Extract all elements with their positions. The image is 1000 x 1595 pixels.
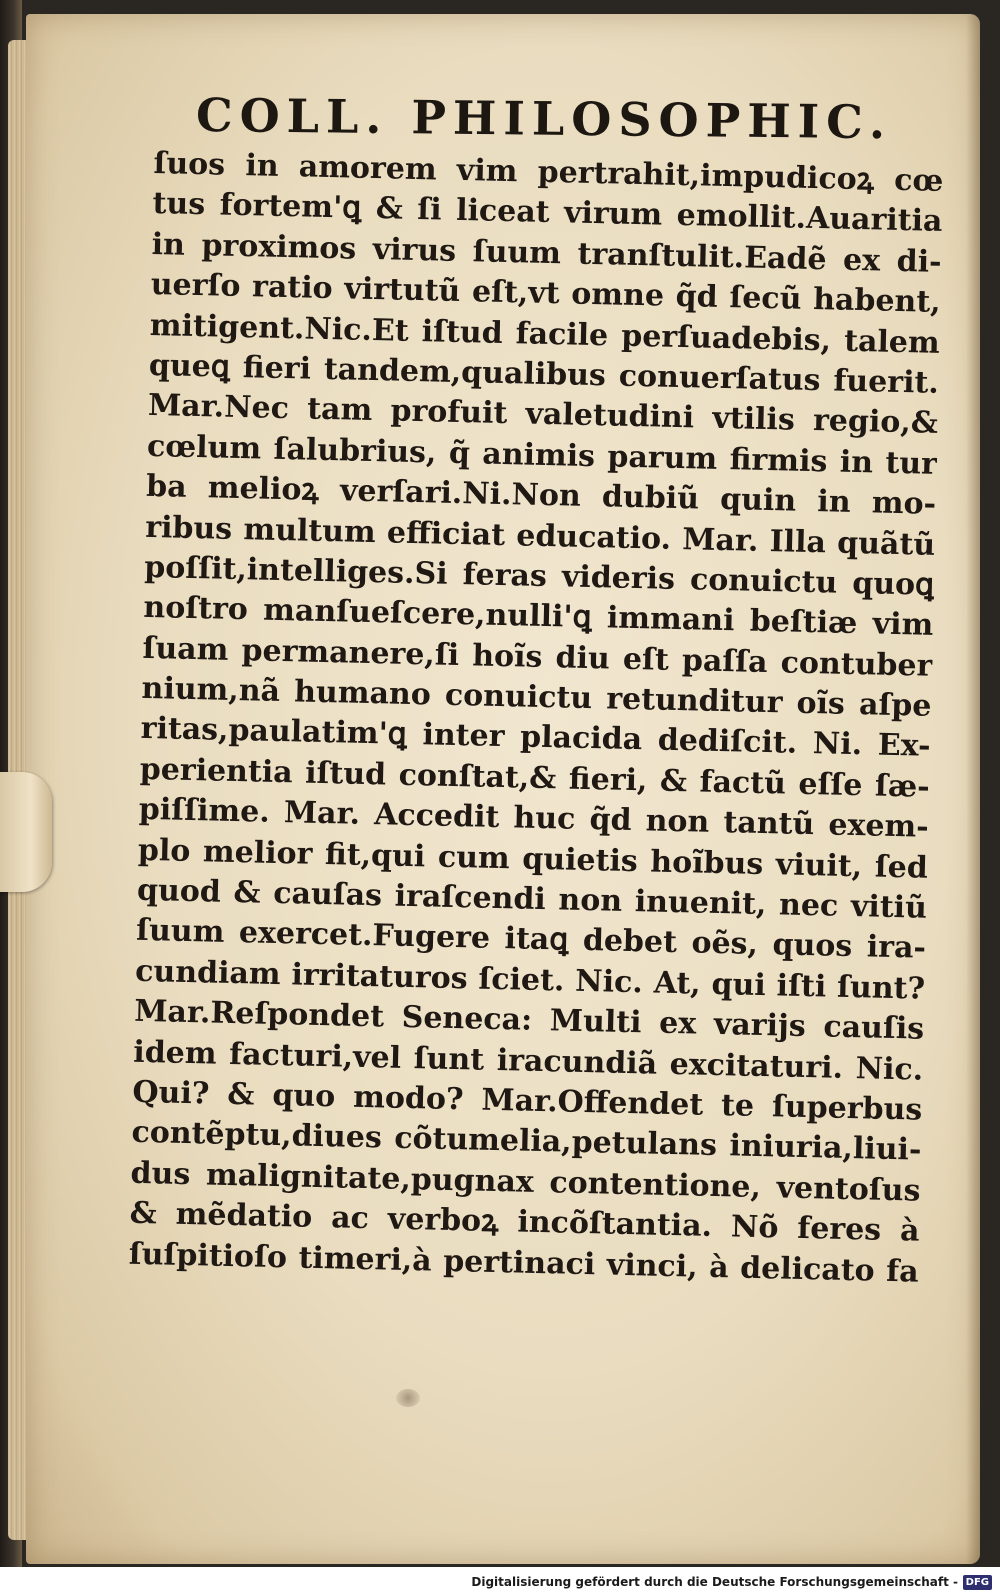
text-line: idem facturi,vel ſunt iracundiã excitaturi. Nic. [133,1034,924,1088]
footer-bar [0,1567,1000,1595]
text-line: Mar.Nec tam profuit valetudini vtilis regio,& [147,388,939,442]
text-line: quod & cauſas iraſcendi non inuenit, nec vitiũ [136,872,928,926]
text-line: mitigent.Nic.Et iſtud facile perſuadebis, talem [149,307,941,361]
book-page [26,14,980,1564]
text-line: ſuſpitioſo timeri,à pertinaci vinci, à delicato fa [128,1236,920,1290]
text-line: ſuam permanere,ſi hoĩs diu eſt paſſa contuber [142,630,933,684]
text-line: nium,nã humano conuictu retunditur oĩs aſpe [141,670,932,724]
text-line: perientia iſtud conſtat,& fieri, & factũ eſſe ſæ- [139,751,931,805]
page-clip [0,772,52,892]
text-line: ribus multum efficiat educatio. Mar. Illa quãtũ [144,509,936,563]
text-line: ſuos in amorem vim pertrahit,impudicoꝝ cœ [153,145,944,199]
text-line: queꝗ fieri tandem,qualibus conuerſatus fuerit. [148,347,940,401]
text-line: ſuum exercet.Fugere itaꝗ debet oẽs, quos ira- [135,913,927,967]
dfg-logo: DFG [963,1575,992,1590]
text-line: cœlum ſalubrius, q̃ animis parum firmis in tur [146,428,938,482]
text-line: poſſit,intelliges.Si feras videris conuictu quoꝗ [143,549,935,603]
body-text-block [128,144,943,1293]
text-line: plo melior fit,qui cum quietis hoĩbus viuit, ſed [137,832,929,886]
text-line: uerſo ratio virtutũ eſt,vt omne q̃d ſecũ habent, [150,267,942,321]
text-line: cundiam irritaturos ſciet. Nic. At, qui iſti ſunt? [134,953,926,1007]
running-head: COLL. PHILOSOPHIC. [195,88,893,150]
text-line: dus malignitate,pugnax contentione, ventoſus [130,1155,921,1209]
text-line: Qui? & quo modo? Mar.Offendet te ſuperbus [132,1074,923,1128]
funding-credit: Digitalisierung gefördert durch die Deutsche Forschungsgemeinschaft - [471,1575,958,1589]
text-line: in proximos virus ſuum tranſtulit.Eadẽ ex di- [151,226,942,280]
text-line: noſtro manſueſcere,nulli'ꝗ immani beſtiæ vim [143,590,934,644]
text-line: ba melioꝝ verſari.Ni.Non dubiũ quin in mo- [145,469,937,522]
paper-smudge [396,1389,420,1407]
text-line: tus fortem'ꝗ & ſi liceat virum emollit.Auaritia [152,186,943,240]
text-line: & mẽdatio ac verboꝝ incõſtantia. Nõ feres à [129,1195,920,1249]
text-line: piſſime. Mar. Accedit huc q̃d non tantũ exem- [138,792,930,845]
text-line: ritas,paulatim'ꝗ inter placida dediſcit. Ni. Ex- [140,711,931,765]
text-line: contẽptu,diues cõtumelia,petulans iniuria,liui- [131,1115,922,1169]
page-edge-shadow [966,14,980,1564]
text-line: Mar.Reſpondet Seneca: Multi ex varijs cauſis [133,993,925,1047]
